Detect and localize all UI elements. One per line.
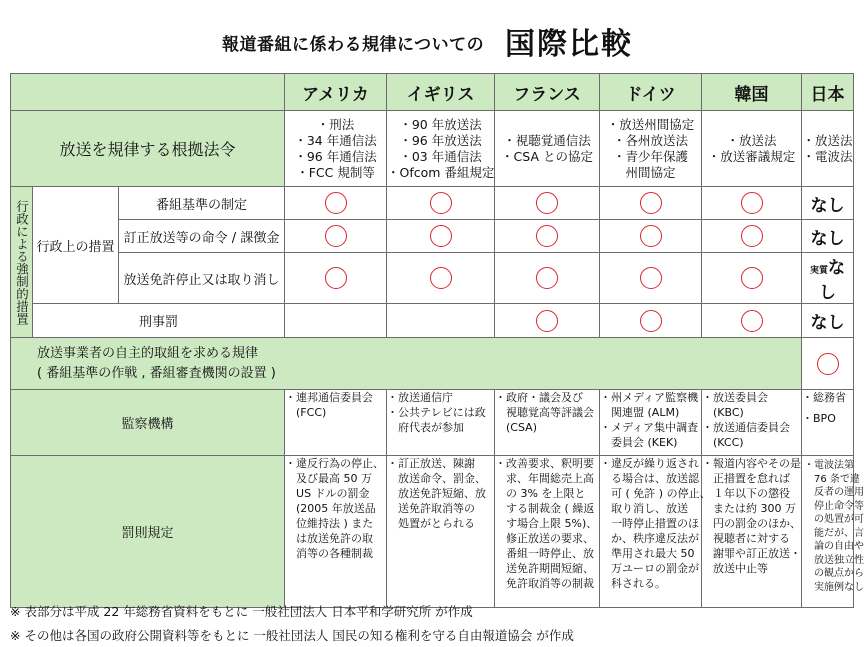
circle-mark	[600, 187, 702, 220]
text-line: １年以下の懲役	[702, 487, 791, 500]
basis-line: ・34 年通信法	[294, 132, 377, 148]
text-line: (KBC)	[702, 406, 744, 419]
text-line: ・放送委員会	[702, 391, 769, 404]
text-line: 放送命令、罰金、	[387, 472, 487, 485]
circle-mark	[702, 220, 802, 253]
japan-none: なし	[819, 258, 846, 303]
header-country: 日本	[802, 74, 854, 111]
text-line: ・政府・議会及び	[495, 391, 584, 404]
basis-line: ・放送審議規定	[707, 148, 796, 164]
text-line: 円の罰金のほか、	[702, 517, 802, 530]
text-line: (CSA)	[495, 421, 537, 434]
penalty-cell-germany	[600, 456, 711, 608]
header-country: 韓国	[702, 74, 802, 111]
self-reg-line1: 放送事業者の自主的取組を求める規律	[37, 345, 259, 361]
circle-mark	[495, 253, 600, 304]
text-line: ・放送通信委員会	[702, 421, 791, 434]
basis-cell-uk	[387, 111, 495, 187]
text-line: 万ユーロの罰金が	[600, 562, 700, 575]
admin-sub-label: 行政上の措置	[33, 187, 119, 304]
header-country: アメリカ	[285, 74, 387, 111]
circle-mark	[495, 187, 600, 220]
text-line: ・総務省	[802, 391, 847, 404]
text-line: 消等の各種制裁	[285, 547, 374, 560]
circle-mark	[702, 187, 802, 220]
supervision-cell-japan	[802, 390, 854, 456]
japan-none: なし	[802, 220, 854, 253]
text-line: ・改善要求、釈明要	[495, 457, 595, 470]
text-line: ・違反行為の停止、	[285, 457, 385, 470]
basis-line: 州間協定	[625, 164, 676, 180]
text-line: 府代表が参加	[387, 421, 465, 434]
basis-cell-korea	[702, 111, 802, 187]
text-line: 放送独立性	[804, 554, 864, 566]
text-line: 求、年間総売上高	[495, 472, 595, 485]
empty-cell	[387, 304, 495, 338]
japan-note: 実質	[810, 266, 829, 276]
penalty-cell-uk	[387, 456, 495, 608]
circle-mark	[387, 253, 495, 304]
title	[0, 10, 863, 66]
text-line: ・電波法第	[804, 460, 855, 471]
text-line: 関連盟 (ALM)	[600, 406, 680, 419]
circle-mark	[600, 253, 702, 304]
header-row	[11, 74, 854, 111]
footnote: ※ 表部分は平成 22 年総務省資料をもとに 一般社団法人 日本平和学研究所 が作成	[10, 604, 473, 619]
text-line: 正措置を怠れば	[702, 472, 791, 485]
criminal-row	[11, 304, 854, 338]
basis-line: ・視聴覚通信法	[503, 132, 591, 148]
basis-line: ・96 年通信法	[294, 148, 377, 164]
text-line: 放送中止等	[702, 562, 769, 575]
admin-row	[11, 187, 854, 220]
header-blank	[11, 74, 285, 111]
japan-none-cell	[802, 253, 854, 304]
circle-mark	[702, 304, 802, 338]
basis-row	[11, 111, 854, 187]
admin-row	[11, 253, 854, 304]
penalty-label: 罰則規定	[11, 456, 285, 608]
penalty-cell-usa	[285, 456, 387, 608]
text-line: 可 ( 免許 ) の停止、	[600, 487, 711, 500]
circle-mark	[285, 187, 387, 220]
comparison-table	[10, 73, 864, 608]
text-line: 送免許期間短縮、	[495, 562, 595, 575]
japan-none: なし	[802, 187, 854, 220]
text-line: US ドルの罰金	[285, 487, 370, 500]
penalty-cell-france	[495, 456, 600, 608]
admin-row-label: 放送免許停止又は取り消し	[119, 253, 285, 304]
text-line: 準用され最大 50	[600, 547, 695, 560]
text-line: 科される。	[600, 577, 667, 590]
header-country: ドイツ	[600, 74, 702, 111]
admin-row-label: 訂正放送等の命令 / 課徴金	[119, 220, 285, 253]
text-line: 76 条で違	[804, 473, 860, 485]
supervision-row	[11, 390, 854, 456]
circle-mark	[495, 304, 600, 338]
coercive-group-label: 行政による強制的措置	[11, 187, 33, 338]
basis-line: ・放送法	[802, 132, 853, 148]
text-line: 一時停止措置のほ	[600, 517, 700, 530]
text-line: の 3% を上限と	[495, 487, 586, 500]
circle-mark	[285, 220, 387, 253]
text-line: か、秩序違反法が	[600, 532, 700, 545]
text-line: 処置がとられる	[387, 517, 476, 530]
empty-cell	[285, 304, 387, 338]
text-line: (FCC)	[285, 406, 327, 419]
text-line: ・BPO	[802, 412, 836, 425]
text-line: ・訂正放送、陳謝	[387, 457, 476, 470]
title-subtitle: 報道番組に係わる規律についての	[222, 35, 485, 55]
penalty-cell-korea	[702, 456, 802, 608]
supervision-cell-france	[495, 390, 600, 456]
basis-line: ・青少年保護	[613, 148, 689, 164]
text-line: 謝罪や訂正放送・	[702, 547, 802, 560]
supervision-cell-uk	[387, 390, 495, 456]
text-line: ・違反が繰り返され	[600, 457, 700, 470]
supervision-label: 監察機構	[11, 390, 285, 456]
text-line: (2005 年放送品	[285, 502, 376, 515]
text-line: ・連邦通信委員会	[285, 391, 374, 404]
self-reg-row	[11, 338, 854, 390]
penalty-cell-japan	[802, 456, 864, 608]
penalty-row	[11, 456, 854, 608]
text-line: 放送免許短縮、放	[387, 487, 487, 500]
text-line: 取り消し、放送	[600, 502, 689, 515]
circle-mark	[802, 338, 854, 390]
self-reg-line2: ( 番組基準の作戦 , 番組審査機関の設置 )	[37, 365, 276, 381]
text-line: 位維持法 ) また	[285, 517, 374, 530]
circle-mark	[285, 253, 387, 304]
basis-line: ・90 年放送法	[399, 116, 482, 132]
basis-line: ・刑法	[316, 116, 355, 132]
basis-cell-france	[495, 111, 600, 187]
text-line: 視聴覚高等評議会	[495, 406, 595, 419]
text-line: 修正放送の要求、	[495, 532, 595, 545]
text-line: ・放送通信庁	[387, 391, 454, 404]
basis-line: ・FCC 規制等	[296, 164, 375, 180]
circle-mark	[387, 220, 495, 253]
text-line: ・メディア集中調査	[600, 421, 699, 434]
text-line: 停止命令等	[804, 500, 864, 512]
text-line: 及び最高 50 万	[285, 472, 373, 485]
basis-line: ・CSA との協定	[501, 148, 593, 164]
basis-label: 放送を規律する根拠法令	[11, 111, 285, 187]
circle-mark	[600, 220, 702, 253]
japan-none: なし	[802, 304, 854, 338]
text-line: 委員会 (KEK)	[600, 436, 678, 449]
basis-cell-germany	[600, 111, 702, 187]
text-line: または約 300 万	[702, 502, 797, 515]
self-reg-label	[11, 338, 802, 390]
basis-line: ・03 年通信法	[399, 148, 482, 164]
text-line: 送免許取消等の	[387, 502, 476, 515]
text-line: は放送免許の取	[285, 532, 374, 545]
admin-row-label: 番組基準の制定	[119, 187, 285, 220]
basis-line: ・放送州間協定	[606, 116, 695, 132]
basis-line: ・Ofcom 番組規定	[387, 164, 495, 180]
circle-mark	[702, 253, 802, 304]
criminal-label: 刑事罰	[33, 304, 285, 338]
text-line: 実施例なし	[804, 581, 864, 593]
text-line: ・州メディア監察機	[600, 391, 699, 404]
basis-line: ・電波法	[802, 148, 853, 164]
text-line: 番組一時停止、放	[495, 547, 595, 560]
text-line: の観点から	[804, 568, 864, 579]
basis-cell-japan	[802, 111, 854, 187]
text-line: す場合上限 5%)、	[495, 517, 598, 530]
text-line: ・報道内容やその是	[702, 457, 802, 470]
circle-mark	[600, 304, 702, 338]
text-line: 論の自由や	[804, 541, 864, 552]
text-line: ・公共テレビには政	[387, 406, 486, 419]
footnote: ※ その他は各国の政府公開資料等をもとに 一般社団法人 国民の知る権利を守る自由報道協会 が作成	[10, 628, 574, 643]
basis-line: ・放送法	[726, 132, 777, 148]
circle-mark	[387, 187, 495, 220]
text-line: 能だが、言	[804, 527, 864, 539]
supervision-cell-germany	[600, 390, 702, 456]
text-line: (KCC)	[702, 436, 744, 449]
circle-mark	[495, 220, 600, 253]
basis-cell-usa	[285, 111, 387, 187]
text-line: 免許取消等の制裁	[495, 577, 595, 590]
text-line: する制裁金 ( 繰返	[495, 502, 595, 515]
text-line: 視聴者に対する	[702, 532, 791, 545]
basis-line: ・96 年放送法	[399, 132, 482, 148]
text-line: 反者の運用	[804, 487, 864, 498]
supervision-cell-usa	[285, 390, 387, 456]
admin-row	[11, 220, 854, 253]
header-country: フランス	[495, 74, 600, 111]
text-line: る場合は、放送認	[600, 472, 700, 485]
title-main: 国際比較	[505, 27, 633, 62]
text-line: の処置が可	[804, 514, 864, 525]
header-country: イギリス	[387, 74, 495, 111]
basis-line: ・各州放送法	[613, 132, 689, 148]
supervision-cell-korea	[702, 390, 802, 456]
